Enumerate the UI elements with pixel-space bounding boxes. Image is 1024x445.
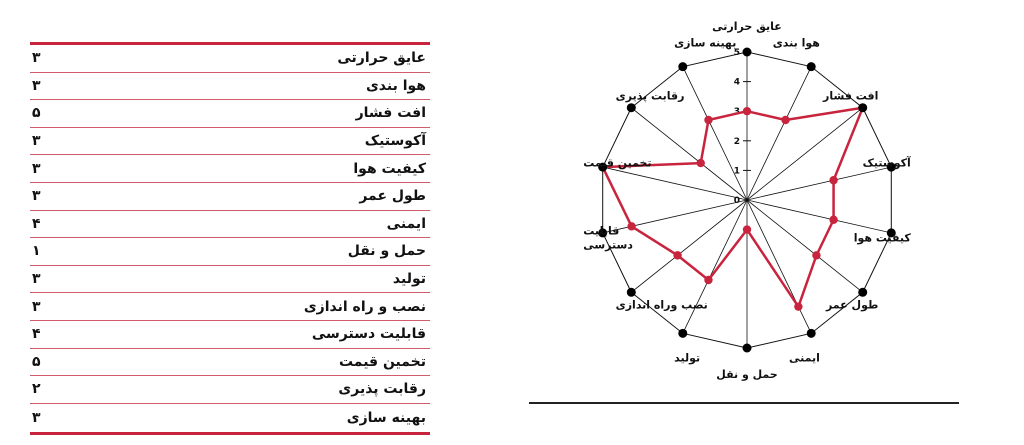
axis-end-dot — [627, 103, 636, 112]
axis-spoke — [631, 200, 747, 292]
data-point — [743, 225, 751, 233]
row-criterion: حمل و نقل — [347, 243, 426, 260]
tick-label: 5 — [733, 48, 740, 58]
data-point — [829, 176, 837, 184]
axis-label: رقابت پذیری — [615, 89, 685, 103]
row-score: ۳ — [32, 409, 41, 426]
row-score: ۳ — [32, 160, 41, 177]
row-score: ۴ — [32, 215, 41, 232]
row-score: ۴ — [32, 326, 41, 343]
row-criterion: نصب و راه اندازی — [303, 298, 426, 315]
axis-spoke — [603, 200, 747, 233]
row-criterion: تخمین قیمت — [338, 353, 426, 370]
tick-label: 1 — [733, 166, 740, 177]
data-point — [794, 302, 802, 310]
axis-label: آکوستیک — [862, 156, 911, 170]
axis-label: قابلیت دسترسی — [583, 224, 633, 252]
data-point — [829, 216, 837, 224]
axis-label: بهینه سازی — [674, 36, 737, 50]
row-score: ۲ — [32, 381, 41, 398]
axis-end-dot — [678, 62, 687, 71]
row-criterion: طول عمر — [359, 188, 426, 205]
axis-end-dot — [807, 329, 816, 338]
row-criterion: قابلیت دسترسی — [311, 326, 426, 343]
data-point — [627, 222, 635, 230]
axis-label: هوا بندی — [772, 36, 820, 50]
axis-spoke — [603, 167, 747, 200]
axis-label: تولید — [674, 351, 701, 365]
axis-spoke — [747, 67, 811, 200]
axis-label: افت فشار — [823, 89, 879, 103]
axis-label: کیفیت هوا — [853, 231, 911, 245]
data-point — [743, 107, 751, 115]
row-score: ۱ — [32, 243, 41, 260]
row-criterion: تولید — [392, 271, 426, 288]
axis-label: تخمین قیمت — [583, 156, 652, 170]
row-score: ۳ — [32, 133, 41, 150]
axis-end-dot — [743, 344, 752, 353]
row-score: ۳ — [32, 77, 41, 94]
row-criterion: افت فشار — [355, 105, 426, 122]
axis-label: ایمنی — [788, 351, 820, 365]
data-point — [781, 116, 789, 124]
axis-end-dot — [743, 48, 752, 57]
axis-label: عایق حرارتی — [712, 20, 782, 33]
tick-label: 2 — [733, 136, 740, 147]
chart-baseline-rule — [529, 402, 959, 404]
row-score: ۵ — [32, 105, 41, 122]
row-criterion: هوا بندی — [365, 77, 426, 94]
axis-end-dot — [627, 288, 636, 297]
axis-spoke — [747, 167, 891, 200]
row-criterion: ایمنی — [386, 215, 426, 232]
row-score: ۳ — [32, 50, 41, 67]
data-point — [673, 251, 681, 259]
data-point — [704, 116, 712, 124]
tick-label: 4 — [733, 77, 740, 88]
tick-label: 3 — [733, 107, 740, 118]
row-score: ۳ — [32, 298, 41, 315]
axis-label: طول عمر — [825, 298, 879, 312]
axis-end-dot — [858, 103, 867, 112]
data-line — [603, 108, 863, 307]
axis-spoke — [747, 200, 863, 292]
row-criterion: بهینه سازی — [346, 409, 426, 426]
row-criterion: آکوستیک — [364, 133, 426, 150]
axis-end-dot — [807, 62, 816, 71]
row-criterion: عایق حرارتی — [337, 50, 426, 67]
row-score: ۳ — [32, 271, 41, 288]
axis-spoke — [747, 200, 811, 333]
row-criterion: رقابت پذیری — [338, 381, 426, 398]
tick-label: 0 — [733, 196, 740, 206]
axis-label: حمل و نقل — [716, 368, 778, 381]
axis-spoke — [747, 200, 891, 233]
data-point — [812, 251, 820, 259]
axis-label: نصب وراه اندازی — [615, 298, 708, 312]
row-criterion: کیفیت هوا — [353, 160, 426, 177]
axis-end-dot — [678, 329, 687, 338]
axis-spoke — [631, 108, 747, 200]
row-score: ۳ — [32, 188, 41, 205]
data-point — [697, 159, 705, 167]
row-score: ۵ — [32, 353, 41, 370]
axis-end-dot — [858, 288, 867, 297]
data-point — [704, 276, 712, 284]
